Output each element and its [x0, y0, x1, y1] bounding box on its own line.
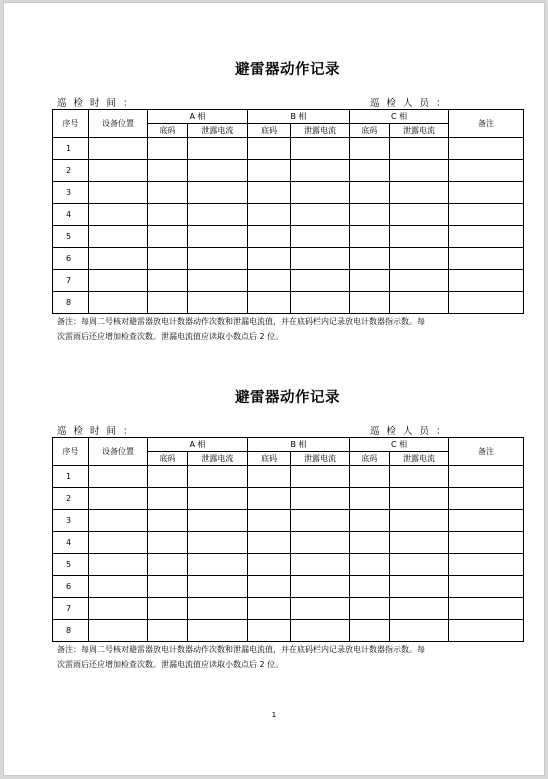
inspector-label: 巡 检 人 员 ： — [370, 426, 448, 437]
table-cell[interactable] — [291, 510, 350, 532]
table-cell[interactable] — [390, 510, 449, 532]
header-phase-a: A 相 — [148, 438, 248, 452]
table-cell[interactable] — [188, 598, 248, 620]
table-cell[interactable] — [248, 138, 291, 160]
table-cell[interactable] — [89, 488, 148, 510]
table-cell[interactable] — [449, 270, 524, 292]
header-base-code: 底码 — [148, 452, 188, 466]
header-leak-current: 泄露电流 — [390, 124, 449, 138]
table-row — [53, 292, 524, 314]
table-cell[interactable] — [188, 204, 248, 226]
table-cell[interactable] — [248, 532, 291, 554]
table-cell[interactable] — [291, 466, 350, 488]
table-cell[interactable] — [390, 226, 449, 248]
row-number: 6 — [53, 576, 89, 598]
table-cell[interactable] — [148, 576, 188, 598]
header-base-code: 底码 — [350, 124, 390, 138]
table-row — [53, 576, 524, 598]
row-number: 7 — [53, 598, 89, 620]
table-cell[interactable] — [291, 248, 350, 270]
table-cell[interactable] — [148, 138, 188, 160]
row-number: 2 — [53, 488, 89, 510]
table-cell[interactable] — [148, 620, 188, 642]
table-cell[interactable] — [148, 182, 188, 204]
table-cell[interactable] — [188, 510, 248, 532]
table-row — [53, 620, 524, 642]
table-cell[interactable] — [248, 270, 291, 292]
table-cell[interactable] — [350, 466, 390, 488]
table-cell[interactable] — [148, 554, 188, 576]
table-cell[interactable] — [248, 554, 291, 576]
table-cell[interactable] — [449, 204, 524, 226]
table-cell[interactable] — [291, 598, 350, 620]
form-title: 避雷器动作记录 — [235, 62, 340, 78]
table-cell[interactable] — [188, 292, 248, 314]
table-cell[interactable] — [291, 226, 350, 248]
table-cell[interactable] — [89, 466, 148, 488]
table-cell[interactable] — [188, 620, 248, 642]
table-cell[interactable] — [248, 576, 291, 598]
table-cell[interactable] — [449, 138, 524, 160]
header-location: 设备位置 — [89, 110, 148, 138]
table-cell[interactable] — [350, 226, 390, 248]
table-cell[interactable] — [291, 204, 350, 226]
table-cell[interactable] — [291, 620, 350, 642]
table-cell[interactable] — [89, 248, 148, 270]
table-cell[interactable] — [449, 488, 524, 510]
table-cell[interactable] — [449, 160, 524, 182]
table-cell[interactable] — [188, 270, 248, 292]
table-row — [53, 532, 524, 554]
table-row — [53, 226, 524, 248]
table-cell[interactable] — [148, 532, 188, 554]
table-cell[interactable] — [291, 576, 350, 598]
table-cell[interactable] — [449, 620, 524, 642]
table-row — [53, 182, 524, 204]
row-number: 3 — [53, 182, 89, 204]
table-row — [53, 160, 524, 182]
table-cell[interactable] — [148, 204, 188, 226]
record-table — [52, 437, 524, 642]
table-cell[interactable] — [89, 576, 148, 598]
header-leak-current: 泄露电流 — [188, 124, 248, 138]
table-cell[interactable] — [390, 138, 449, 160]
header-base-code: 底码 — [350, 452, 390, 466]
table-cell[interactable] — [390, 620, 449, 642]
row-number: 4 — [53, 532, 89, 554]
header-seq: 序号 — [53, 438, 89, 466]
table-cell[interactable] — [188, 160, 248, 182]
table-cell[interactable] — [390, 554, 449, 576]
table-row — [53, 138, 524, 160]
table-row — [53, 554, 524, 576]
header-base-code: 底码 — [248, 452, 291, 466]
header-phase-b: B 相 — [248, 438, 350, 452]
footnote-line: 备注：每周二号核对避雷器放电计数器动作次数和泄漏电流值，并在底码栏内记录放电计数器指示数。每 — [57, 317, 425, 326]
table-cell[interactable] — [350, 204, 390, 226]
header-seq: 序号 — [53, 110, 89, 138]
table-cell[interactable] — [449, 532, 524, 554]
table-cell[interactable] — [291, 138, 350, 160]
table-cell[interactable] — [291, 292, 350, 314]
table-cell[interactable] — [350, 576, 390, 598]
table-cell[interactable] — [449, 576, 524, 598]
table-cell[interactable] — [148, 510, 188, 532]
table-cell[interactable] — [148, 598, 188, 620]
table-cell[interactable] — [148, 270, 188, 292]
table-cell[interactable] — [188, 554, 248, 576]
table-cell[interactable] — [248, 248, 291, 270]
table-cell[interactable] — [89, 182, 148, 204]
table-cell[interactable] — [449, 182, 524, 204]
table-cell[interactable] — [89, 226, 148, 248]
inspection-time-label: 巡 检 时 间 ： — [57, 426, 135, 437]
header-phase-b: B 相 — [248, 110, 350, 124]
table-cell[interactable] — [449, 292, 524, 314]
table-cell[interactable] — [350, 182, 390, 204]
table-cell[interactable] — [89, 292, 148, 314]
inspector-label: 巡 检 人 员 ： — [370, 98, 448, 109]
table-cell[interactable] — [89, 620, 148, 642]
table-cell[interactable] — [350, 598, 390, 620]
table-cell[interactable] — [390, 270, 449, 292]
table-cell[interactable] — [350, 510, 390, 532]
table-cell[interactable] — [89, 204, 148, 226]
header-leak-current: 泄露电流 — [291, 452, 350, 466]
table-cell[interactable] — [350, 532, 390, 554]
table-cell[interactable] — [350, 554, 390, 576]
table-cell[interactable] — [248, 226, 291, 248]
row-number: 2 — [53, 160, 89, 182]
table-row — [53, 598, 524, 620]
row-number: 4 — [53, 204, 89, 226]
header-phase-c: C 相 — [350, 438, 449, 452]
header-base-code: 底码 — [248, 124, 291, 138]
table-cell[interactable] — [449, 466, 524, 488]
row-number: 1 — [53, 466, 89, 488]
table-cell[interactable] — [291, 182, 350, 204]
table-cell[interactable] — [449, 248, 524, 270]
table-cell[interactable] — [390, 466, 449, 488]
table-cell[interactable] — [89, 532, 148, 554]
footnote-line: 备注：每周二号核对避雷器放电计数器动作次数和泄漏电流值，并在底码栏内记录放电计数器指示数。每 — [57, 645, 425, 654]
table-cell[interactable] — [390, 576, 449, 598]
table-cell[interactable] — [89, 598, 148, 620]
table-row — [53, 510, 524, 532]
footnote — [57, 642, 517, 672]
table-cell[interactable] — [188, 488, 248, 510]
header-remark: 备注 — [449, 438, 524, 466]
table-cell[interactable] — [390, 488, 449, 510]
table-cell[interactable] — [390, 598, 449, 620]
table-cell[interactable] — [291, 532, 350, 554]
table-cell[interactable] — [291, 554, 350, 576]
table-cell[interactable] — [248, 466, 291, 488]
table-cell[interactable] — [248, 488, 291, 510]
table-cell[interactable] — [291, 488, 350, 510]
table-cell[interactable] — [390, 204, 449, 226]
header-leak-current: 泄露电流 — [291, 124, 350, 138]
header-location: 设备位置 — [89, 438, 148, 466]
table-cell[interactable] — [148, 248, 188, 270]
row-number: 8 — [53, 620, 89, 642]
page-number: 1 — [271, 711, 277, 719]
footnote-line: 次雷雨后还应增加检查次数。泄漏电流值应读取小数点后 2 位。 — [57, 660, 284, 669]
table-cell[interactable] — [188, 226, 248, 248]
table-cell[interactable] — [449, 598, 524, 620]
table-cell[interactable] — [148, 292, 188, 314]
table-cell[interactable] — [89, 160, 148, 182]
table-row — [53, 488, 524, 510]
table-cell[interactable] — [89, 270, 148, 292]
header-leak-current: 泄露电流 — [390, 452, 449, 466]
row-number: 5 — [53, 226, 89, 248]
table-row — [53, 204, 524, 226]
table-cell[interactable] — [188, 138, 248, 160]
table-cell[interactable] — [291, 270, 350, 292]
table-cell[interactable] — [248, 204, 291, 226]
table-cell[interactable] — [148, 226, 188, 248]
table-cell[interactable] — [89, 138, 148, 160]
document-page — [3, 2, 545, 776]
table-cell[interactable] — [350, 138, 390, 160]
table-cell[interactable] — [390, 248, 449, 270]
row-number: 5 — [53, 554, 89, 576]
table-cell[interactable] — [148, 488, 188, 510]
table-cell[interactable] — [390, 532, 449, 554]
table-cell[interactable] — [350, 248, 390, 270]
table-cell[interactable] — [248, 510, 291, 532]
table-cell[interactable] — [390, 292, 449, 314]
table-cell[interactable] — [350, 160, 390, 182]
header-phase-a: A 相 — [148, 110, 248, 124]
table-cell[interactable] — [390, 182, 449, 204]
table-cell[interactable] — [188, 466, 248, 488]
table-cell[interactable] — [188, 248, 248, 270]
header-phase-c: C 相 — [350, 110, 449, 124]
inspection-time-label: 巡 检 时 间 ： — [57, 98, 135, 109]
table-cell[interactable] — [188, 532, 248, 554]
table-row — [53, 248, 524, 270]
table-cell[interactable] — [449, 226, 524, 248]
table-cell[interactable] — [188, 576, 248, 598]
row-number: 7 — [53, 270, 89, 292]
table-row — [53, 466, 524, 488]
table-cell[interactable] — [291, 160, 350, 182]
table-cell[interactable] — [248, 182, 291, 204]
table-cell[interactable] — [350, 270, 390, 292]
table-cell[interactable] — [248, 160, 291, 182]
header-base-code: 底码 — [148, 124, 188, 138]
table-row — [53, 270, 524, 292]
row-number: 6 — [53, 248, 89, 270]
table-cell[interactable] — [350, 292, 390, 314]
form-title: 避雷器动作记录 — [235, 390, 340, 406]
table-cell[interactable] — [89, 554, 148, 576]
record-table — [52, 109, 524, 314]
table-cell[interactable] — [248, 598, 291, 620]
row-number: 1 — [53, 138, 89, 160]
footnote — [57, 314, 517, 344]
table-cell[interactable] — [89, 510, 148, 532]
table-cell[interactable] — [390, 160, 449, 182]
header-remark: 备注 — [449, 110, 524, 138]
table-cell[interactable] — [148, 466, 188, 488]
table-cell[interactable] — [350, 488, 390, 510]
row-number: 3 — [53, 510, 89, 532]
table-cell[interactable] — [449, 554, 524, 576]
table-cell[interactable] — [248, 292, 291, 314]
table-cell[interactable] — [449, 510, 524, 532]
table-cell[interactable] — [248, 620, 291, 642]
footnote-line: 次雷雨后还应增加检查次数。泄漏电流值应读取小数点后 2 位。 — [57, 332, 284, 341]
table-cell[interactable] — [350, 620, 390, 642]
row-number: 8 — [53, 292, 89, 314]
table-cell[interactable] — [148, 160, 188, 182]
table-cell[interactable] — [188, 182, 248, 204]
header-leak-current: 泄露电流 — [188, 452, 248, 466]
